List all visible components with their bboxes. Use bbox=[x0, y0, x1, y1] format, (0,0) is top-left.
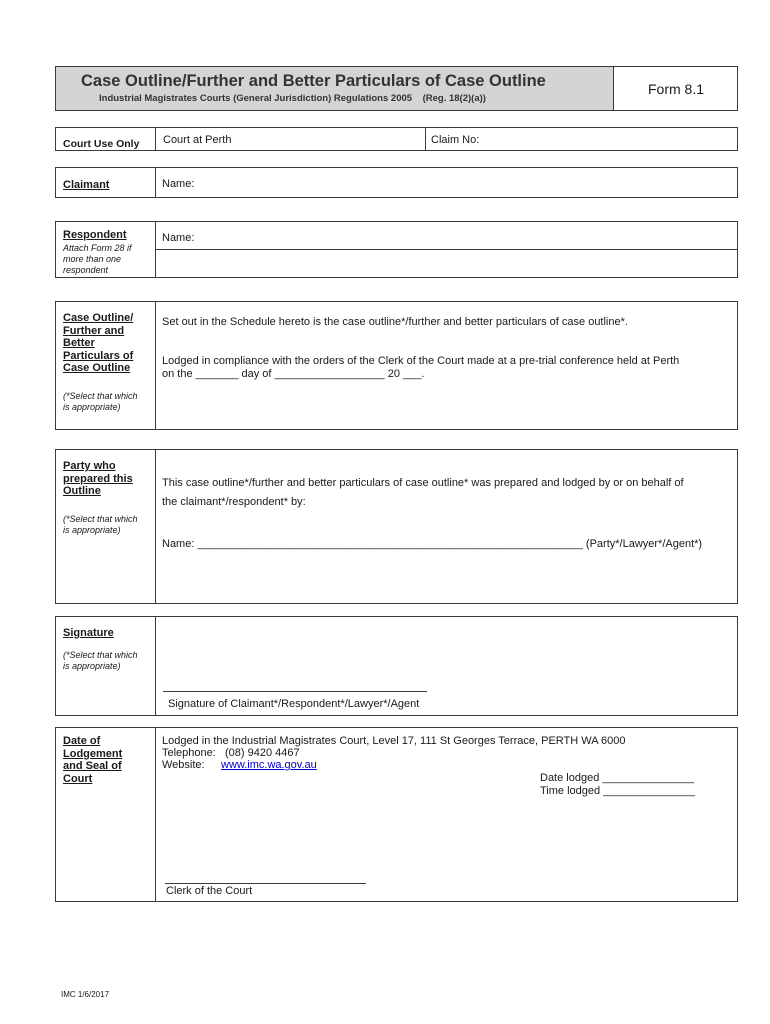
form-title: Case Outline/Further and Better Particulars of Case Outline bbox=[81, 72, 546, 90]
signature-row bbox=[55, 616, 738, 716]
claim-no-field[interactable]: Claim No: bbox=[431, 134, 480, 146]
case-outline-label: Case Outline/ Further and Better Particulars of Case Outline bbox=[63, 312, 134, 374]
signature-label: Signature bbox=[63, 627, 114, 639]
respondent-note: Attach Form 28 if more than one respondent bbox=[63, 243, 132, 275]
claimant-label: Claimant bbox=[63, 179, 110, 191]
lodgement-website-label: Website: bbox=[162, 759, 205, 771]
party-name-field[interactable]: Name: _______________________________________________________________ (Party*/Lawyer*/Agent*) bbox=[162, 538, 703, 550]
party-note: (*Select that which is appropriate) bbox=[63, 514, 138, 535]
case-outline-note: (*Select that which is appropriate) bbox=[63, 391, 138, 412]
claimant-row bbox=[55, 167, 738, 198]
respondent-name-field[interactable]: Name: bbox=[162, 232, 195, 244]
court-use-label: Court Use Only bbox=[63, 138, 140, 150]
respondent-row bbox=[55, 221, 738, 278]
court-at-perth: Court at Perth bbox=[163, 134, 232, 146]
form-number: Form 8.1 bbox=[647, 81, 704, 97]
clerk-caption: Clerk of the Court bbox=[166, 885, 253, 897]
signature-line bbox=[163, 691, 427, 692]
signature-note: (*Select that which is appropriate) bbox=[63, 650, 138, 671]
lodgement-address: Lodged in the Industrial Magistrates Court, Level 17, 111 St Georges Terrace, PERTH WA 6000 bbox=[162, 735, 626, 747]
court-use-row bbox=[55, 127, 738, 151]
lodgement-telephone: Telephone: (08) 9420 4467 bbox=[162, 747, 300, 759]
case-outline-date-line[interactable]: on the _______ day of __________________ 20 ___. bbox=[162, 368, 425, 380]
signature-caption: Signature of Claimant*/Respondent*/Lawyer*/Agent bbox=[168, 698, 420, 710]
party-statement: This case outline*/further and better particulars of case outline* was prepared and lodged by or on behalf of bbox=[162, 477, 684, 489]
time-lodged-field[interactable]: Time lodged _______________ bbox=[540, 785, 695, 797]
signature-field[interactable] bbox=[156, 619, 736, 691]
form-header bbox=[55, 66, 738, 111]
party-row bbox=[55, 449, 738, 604]
case-outline-statement: Set out in the Schedule hereto is the case outline*/further and better particulars of case outline*. bbox=[162, 316, 628, 328]
party-label: Party who prepared this Outline bbox=[63, 460, 133, 497]
form-subtitle: Industrial Magistrates Courts (General Jurisdiction) Regulations 2005 (Reg. 18(2)(a)) bbox=[99, 93, 486, 104]
lodgement-row bbox=[55, 727, 738, 902]
respondent-label: Respondent bbox=[63, 229, 127, 241]
respondent-additional-field[interactable] bbox=[156, 250, 737, 277]
clerk-signature-line bbox=[165, 883, 366, 884]
date-lodged-field[interactable]: Date lodged _______________ bbox=[540, 772, 695, 784]
claimant-name-field[interactable]: Name: bbox=[162, 178, 195, 190]
party-statement-cont: the claimant*/respondent* by: bbox=[162, 496, 306, 508]
case-outline-compliance: Lodged in compliance with the orders of the Clerk of the Court made at a pre-trial conference held at Perth bbox=[162, 355, 680, 367]
case-outline-row bbox=[55, 301, 738, 430]
website-link[interactable]: www.imc.wa.gov.au bbox=[221, 759, 317, 771]
lodgement-label: Date of Lodgement and Seal of Court bbox=[63, 735, 123, 785]
form-version: IMC 1/6/2017 bbox=[61, 990, 110, 999]
